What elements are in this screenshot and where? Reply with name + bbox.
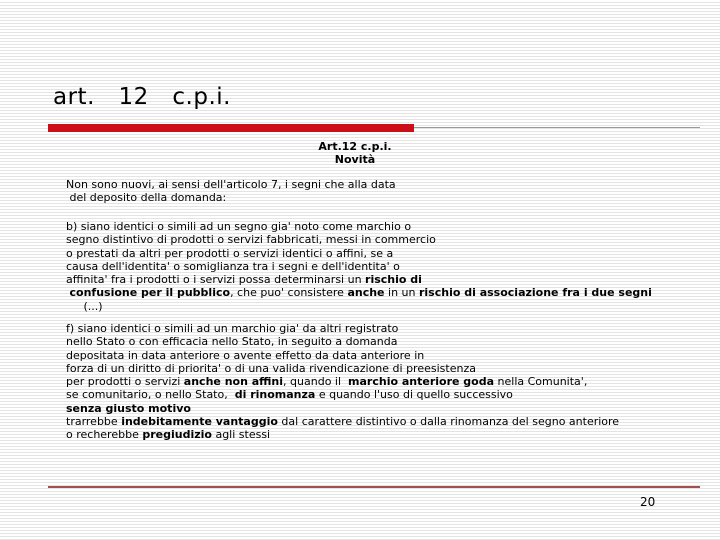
bold-text: anche non affini — [183, 375, 284, 389]
text-line — [66, 415, 619, 428]
bold-text: di rinomanza — [234, 388, 316, 402]
heading-line-2: Novità — [334, 153, 376, 166]
text-line — [66, 286, 652, 299]
text-segment: forza di un diritto di priorita' o di una valida rivendicazione di preesistenza — [66, 361, 476, 375]
text-line — [66, 388, 619, 401]
text-segment: nello Stato o con efficacia nello Stato, in seguito a domanda — [66, 335, 398, 349]
bold-text: rischio di — [365, 273, 422, 287]
text-segment: agli stessi — [211, 428, 271, 442]
text-line — [66, 220, 652, 233]
text-line — [66, 402, 619, 415]
bold-text: rischio di associazione fra i due segni — [418, 286, 652, 300]
bold-text: marchio anteriore goda — [348, 375, 495, 389]
bold-text: senza giusto motivo — [66, 401, 191, 415]
text-line — [66, 247, 652, 260]
text-segment: f) siano identici o simili ad un marchio gia' da altri registrato — [66, 322, 399, 335]
text-segment: per prodotti o servizi — [66, 375, 184, 389]
text-line — [66, 178, 396, 191]
text-line — [66, 335, 619, 348]
text-segment: o prestati da altri per prodotti o servizi identici o affini, se a — [66, 246, 394, 260]
text-line — [66, 349, 619, 362]
title-accent-bar — [48, 124, 414, 132]
title-divider — [414, 127, 700, 128]
paragraph-intro — [66, 178, 396, 205]
bold-text: pregiudizio — [142, 428, 212, 442]
text-segment: (...) — [66, 299, 103, 313]
text-segment: , quando il — [283, 375, 349, 389]
bold-text: indebitamente vantaggio — [121, 415, 278, 429]
text-segment: Non sono nuovi, ai sensi dell'articolo 7, i segni che alla data — [66, 178, 396, 191]
heading-line-1: Art.12 c.p.i. — [318, 140, 392, 153]
text-line — [66, 300, 652, 313]
bold-text: confusione per il pubblico — [69, 286, 231, 300]
content-heading — [300, 140, 410, 166]
text-segment: b) siano identici o simili ad un segno gia' noto come marchio o — [66, 220, 412, 233]
text-segment: trarrebbe — [66, 415, 122, 429]
text-line — [66, 260, 652, 273]
text-segment: dal carattere distintivo o dalla rinomanza del segno anteriore — [277, 415, 620, 429]
bold-text: anche — [347, 286, 385, 300]
text-segment: in un — [384, 286, 419, 300]
text-segment: segno distintivo di prodotti o servizi fabbricati, messi in commercio — [66, 233, 436, 247]
text-line — [66, 273, 652, 286]
text-segment: affinita' fra i prodotti o i servizi possa determinarsi un — [66, 273, 366, 287]
text-line — [66, 191, 396, 204]
text-segment: del deposito della domanda: — [66, 191, 227, 205]
text-line — [66, 375, 619, 388]
paragraph-b — [66, 220, 652, 313]
text-line — [66, 362, 619, 375]
text-segment: depositata in data anteriore o avente effetto da data anteriore in — [66, 348, 425, 362]
text-segment: nella Comunita', — [494, 375, 588, 389]
text-segment: se comunitario, o nello Stato, — [66, 388, 235, 402]
text-segment: e quando l'uso di quello successivo — [315, 388, 513, 402]
paragraph-f — [66, 322, 619, 442]
text-line — [66, 233, 652, 246]
text-line — [66, 428, 619, 441]
text-segment: o recherebbe — [66, 428, 143, 442]
text-line — [66, 322, 619, 335]
slide-title: art. 12 c.p.i. — [53, 84, 231, 110]
text-segment: , che puo' consistere — [230, 286, 348, 300]
footer-divider — [48, 486, 700, 488]
page-number: 20 — [640, 495, 656, 509]
text-segment: causa dell'identita' o somiglianza tra i segni e dell'identita' o — [66, 259, 400, 273]
